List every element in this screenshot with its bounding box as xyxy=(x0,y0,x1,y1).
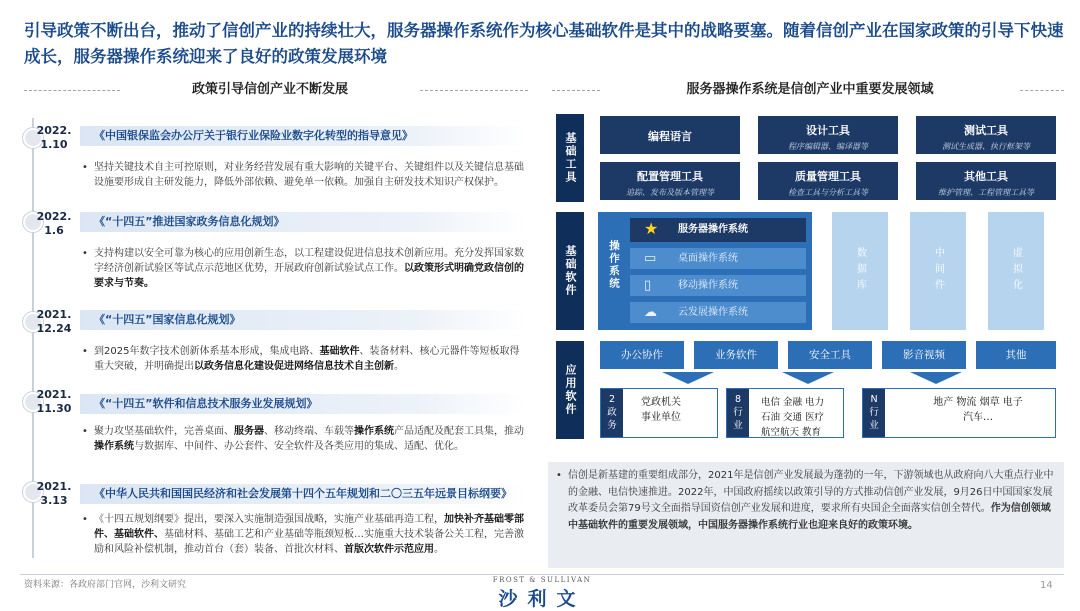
column-virtualization: 虚拟化 xyxy=(988,212,1044,330)
os-row-label: 移动操作系统 xyxy=(678,280,738,291)
column-middleware: 中间件 xyxy=(910,212,966,330)
policy-banner: 《“十四五”国家信息化规划》 xyxy=(80,310,528,330)
industry-eight xyxy=(726,388,844,438)
timeline-date: 2021. 11.30 xyxy=(36,388,72,415)
tool-title: 编程语言 xyxy=(648,130,692,143)
right-rule-b xyxy=(1020,90,1064,91)
tool-subtitle: 检查工具与分析工具等 xyxy=(788,188,868,197)
star-icon: ★ xyxy=(644,219,659,238)
app-business: 业务软件 xyxy=(694,341,778,369)
industry-n xyxy=(862,388,1056,438)
down-arrow-icon xyxy=(910,372,962,384)
source-note: 资料来源：各政府部门官网，沙利文研究 xyxy=(24,580,187,590)
cloud-icon: ☁ xyxy=(644,305,657,320)
os-row-server xyxy=(630,218,806,242)
phone-icon: ▯ xyxy=(644,278,652,293)
tool-testing xyxy=(916,116,1056,154)
policy-banner: 《中华人民共和国国民经济和社会发展第十四个五年规划和二〇三五年远景目标纲要》 xyxy=(80,484,528,504)
os-row-cloud xyxy=(630,302,806,323)
tool-quality-management xyxy=(758,162,898,200)
brand-logo-cn: 沙利文 xyxy=(498,588,586,610)
policy-body: • 《十四五规划纲要》提出，要深入实施制造强国战略，实施产业基础再造工程，加快补齐基础零部件、基础软件、基础材料、基础工艺和产业基础等瓶颈短板…实施重大技术装备公关工程，完善激励和风险补偿机制，推动首台（套）装备、首批次材料、首版次软件示范应用。 xyxy=(80,512,528,557)
tool-subtitle: 维护管理、工程管理工具等 xyxy=(938,188,1034,197)
os-row-label: 桌面操作系统 xyxy=(678,253,738,264)
tool-title: 测试工具 xyxy=(964,124,1008,137)
right-section-title: 服务器操作系统是信创产业中重要发展领域 xyxy=(686,82,934,97)
industry-tag: N 行 业 xyxy=(863,389,885,437)
brand-logo-en: FROST & SULLIVAN xyxy=(492,576,592,584)
industry-text: 地产 物流 烟草 电子 汽车… xyxy=(933,397,1023,423)
industry-text: 党政机关 事业单位 xyxy=(641,397,681,423)
down-arrow-icon xyxy=(782,372,834,384)
page-number: 14 xyxy=(1040,580,1053,591)
timeline-date: 2022. 1.10 xyxy=(36,124,72,151)
industry-tag: 8 行 业 xyxy=(727,389,749,437)
tool-title: 其他工具 xyxy=(964,170,1008,183)
tool-subtitle: 测试生成器、执行框架等 xyxy=(942,142,1030,151)
tool-title: 设计工具 xyxy=(806,124,850,137)
down-arrow-icon xyxy=(662,372,714,384)
policy-body: • 支持构建以安全可靠为核心的应用创新生态，以工程建设促进信息技术创新应用。充分发挥国家数字经济创新试验区等试点示范地区优势，开展政府创新试验试点工作。以政策形式明确党政信创的要求与节奏。 xyxy=(80,246,528,291)
band-basic-software: 基础软件 xyxy=(556,212,584,330)
policy-body: • 坚持关键技术自主可控原则，对业务经营发展有重大影响的关键平台、关键组件以及关键信息基础设施要形成自主研发能力，降低外部依赖、避免单一依赖。加强自主研发技术知识产权保护。 xyxy=(80,160,528,190)
timeline-date: 2021. 3.13 xyxy=(36,480,72,507)
policy-banner: 《“十四五”推进国家政务信息化规划》 xyxy=(80,212,528,232)
tool-design xyxy=(758,116,898,154)
tool-programming-language xyxy=(600,116,740,154)
headline: 引导政策不断出台，推动了信创产业的持续壮大，服务器操作系统作为核心基础软件是其中的战略要塞。随着信创产业在国家政策的引导下快速成长，服务器操作系统迎来了良好的政策发展环境 xyxy=(24,21,1064,66)
os-row-mobile xyxy=(630,275,806,296)
column-database: 数据库 xyxy=(832,212,888,330)
os-label: 操作系统 xyxy=(608,240,620,290)
policy-body: • 到2025年数字技术创新体系基本形成，集成电路、基础软件、装备材料、核心元器件等短板取得重大突破，并明确提出以政务信息化建设促进网络信息技术自主创新。 xyxy=(80,344,528,374)
tool-title: 配置管理工具 xyxy=(637,170,703,183)
band-basic-tools: 基础工具 xyxy=(556,114,584,202)
tool-subtitle: 程序编辑器、编译器等 xyxy=(788,142,868,151)
monitor-icon: ▭ xyxy=(644,251,657,266)
tool-subtitle: 追踪、发布及版本管理等 xyxy=(626,188,714,197)
industry-text: 电信 金融 电力 石油 交通 医疗 航空航天 教育 xyxy=(761,397,825,438)
timeline-date: 2021. 12.24 xyxy=(36,308,72,335)
summary-note: • 信创是新基建的重要组成部分，2021年是信创产业发展最为蓬勃的一年，下游领域也从政府向八大重点行业中的金融、电信快速推进。2022年，中国政府摇续以政策引导的方式推动信创产业发展，9月26日中国国家发展改革委员会第79号文全面指导国资信创产业发展和进度，要求所有央国企全面落实信创全替代。作为信创领域中基础软件的重要发展领域，中国服务器操作系统行业也迎来良好的政策环境。 xyxy=(548,462,1064,568)
tool-config-management xyxy=(600,162,740,200)
industry-government xyxy=(600,388,718,438)
os-row-label: 服务器操作系统 xyxy=(678,224,748,235)
os-row-label: 云发展操作系统 xyxy=(678,307,748,318)
tool-title: 质量管理工具 xyxy=(795,170,861,183)
policy-banner: 《“十四五”软件和信息技术服务业发展规划》 xyxy=(80,394,528,414)
policy-body: • 聚力攻坚基础软件，完善桌面、服务器、移动终端、车载等操作系统产品适配及配套工具集，推动操作系统与数据库、中间件、办公套件、安全软件及各类应用的集成、适配、优化。 xyxy=(80,424,528,454)
app-media: 影音视频 xyxy=(882,341,966,369)
policy-banner: 《中国银保监会办公厅关于银行业保险业数字化转型的指导意见》 xyxy=(80,126,528,146)
left-rule-b xyxy=(420,90,528,91)
timeline-date: 2022. 1.6 xyxy=(36,210,72,237)
left-section-title: 政策引导信创产业不断发展 xyxy=(191,82,348,97)
os-row-desktop xyxy=(630,248,806,269)
band-application-software: 应用软件 xyxy=(556,341,584,439)
right-rule-a xyxy=(552,90,600,91)
left-rule-a xyxy=(24,90,120,91)
industry-tag: 2 政 务 xyxy=(601,389,623,437)
tool-other xyxy=(916,162,1056,200)
footer-divider xyxy=(20,574,1064,575)
app-office: 办公协作 xyxy=(600,341,684,369)
app-security: 安全工具 xyxy=(788,341,872,369)
app-other: 其他 xyxy=(976,341,1056,369)
